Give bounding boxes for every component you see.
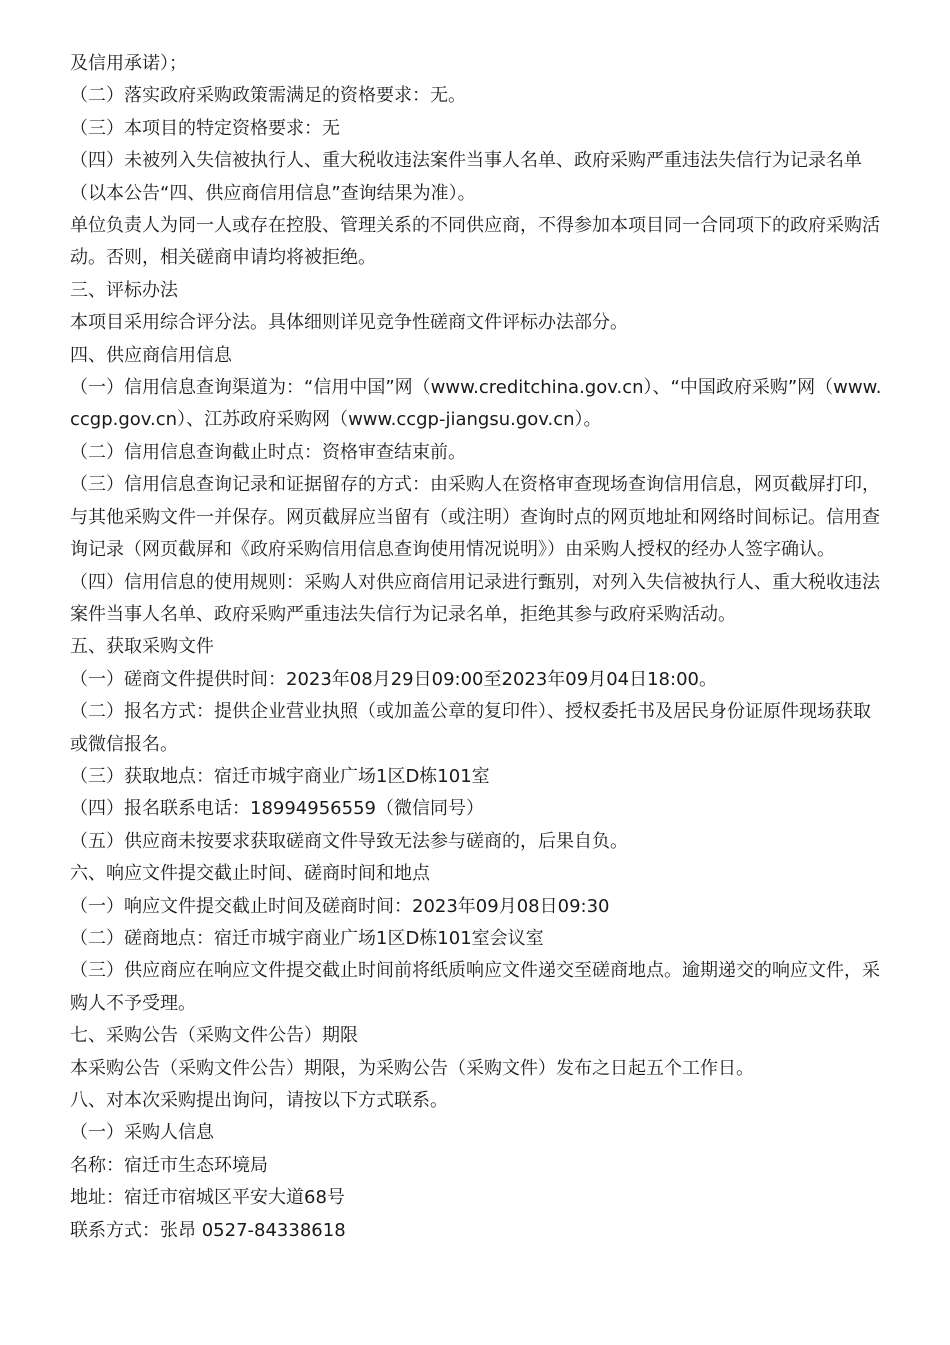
section-heading-evaluation: 三、评标办法 [70,279,178,301]
paragraph-credit-deadline: （二）信用信息查询截止时点：资格审查结束前。 [70,441,466,463]
paragraph-credit-records: （三）信用信息查询记录和证据留存的方式：由采购人在资格审查现场查询信用信息，网页截屏打印，与其他采购文件一并保存。网页截屏应当留有（或注明）查询时点的网页地址和网络时间标记。信用查询记录（网页截屏和《政府采购信用信息查询使用情况说明》）由采购人授权的经办人签字确认。 [70,474,880,561]
paragraph-purchaser-info-heading: （一）采购人信息 [70,1122,214,1144]
section-heading-inquiries: 八、对本次采购提出询问，请按以下方式联系。 [70,1090,448,1111]
section-heading-submission: 六、响应文件提交截止时间、磋商时间和地点 [70,863,430,885]
document-page [70,48,886,1247]
paragraph-registration-method: （二）报名方式：提供企业营业执照（或加盖公章的复印件）、授权委托书及居民身份证原件现场获取或微信报名。 [70,701,871,755]
paragraph-consequences: （五）供应商未按要求获取磋商文件导致无法参与磋商的，后果自负。 [70,830,628,852]
paragraph-credit-usage: （四）信用信息的使用规则：采购人对供应商信用记录进行甄别，对列入失信被执行人、重大税收违法案件当事人名单、政府采购严重违法失信行为记录名单，拒绝其参与政府采购活动。 [70,571,880,625]
paragraph-purchaser-address: 地址：宿迁市宿城区平安大道68号 [70,1187,345,1209]
paragraph-purchaser-name: 名称：宿迁市生态环境局 [70,1154,268,1176]
section-heading-obtain-documents: 五、获取采购文件 [70,636,214,658]
paragraph-credit-channels: （一）信用信息查询渠道为：“信用中国”网（www.creditchina.gov.cn）、“中国政府采购”网（www.ccgp.gov.cn）、江苏政府采购网（www.ccgp-jiangsu.gov.cn）。 [70,377,882,431]
paragraph-specific-qualification: （三）本项目的特定资格要求：无 [70,117,340,139]
paragraph-credit-promise-tail: 及信用承诺）； [70,53,187,74]
paragraph-purchaser-contact: 联系方式：张昂 0527-84338618 [70,1219,346,1241]
paragraph-late-submission: （三）供应商应在响应文件提交截止时间前将纸质响应文件递交至磋商地点。逾期递交的响应文件，采购人不予受理。 [70,960,880,1014]
paragraph-announcement-period: 本采购公告（采购文件公告）期限，为采购公告（采购文件）发布之日起五个工作日。 [70,1057,754,1079]
paragraph-consultation-location: （二）磋商地点：宿迁市城宇商业广场1区D栋101室会议室 [70,927,544,949]
paragraph-obtain-location: （三）获取地点：宿迁市城宇商业广场1区D栋101室 [70,765,490,787]
paragraph-related-suppliers: 单位负责人为同一人或存在控股、管理关系的不同供应商，不得参加本项目同一合同项下的政府采购活动。否则，相关磋商申请均将被拒绝。 [70,215,880,269]
paragraph-not-blacklisted: （四）未被列入失信被执行人、重大税收违法案件当事人名单、政府采购严重违法失信行为记录名单（以本公告“四、供应商信用信息”查询结果为准）。 [70,150,862,204]
paragraph-registration-phone: （四）报名联系电话：18994956559（微信同号） [70,798,484,820]
paragraph-provide-time: （一）磋商文件提供时间：2023年08月29日09:00至2023年09月04日18:00。 [70,668,717,690]
section-heading-announcement-period: 七、采购公告（采购文件公告）期限 [70,1025,358,1047]
paragraph-submission-deadline: （一）响应文件提交截止时间及磋商时间：2023年09月08日09:30 [70,895,610,917]
section-heading-credit-info: 四、供应商信用信息 [70,344,232,366]
paragraph-evaluation-method: 本项目采用综合评分法。具体细则详见竞争性磋商文件评标办法部分。 [70,312,628,334]
paragraph-policy-qualification: （二）落实政府采购政策需满足的资格要求：无。 [70,85,466,107]
